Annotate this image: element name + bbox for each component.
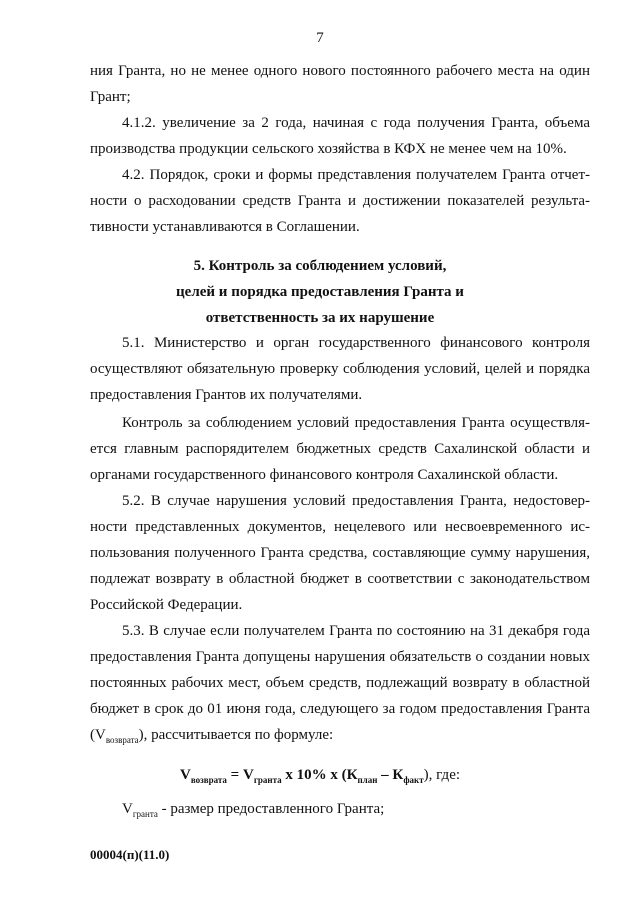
subscript: возврата [105,735,139,745]
section-heading-line: целей и порядка предоставления Гранта и [176,284,464,300]
paragraph-line: ности представленных документов, нецелевого или несвоевременного ис- [90,519,590,535]
document-footer-code: 00004(п)(11.0) [90,847,170,862]
paragraph-line: ется главным распорядителем бюджетных средств Сахалинской области и [90,441,590,457]
paragraph-line: постоянных рабочих мест, объем средств, подлежащий возврату в областной [90,675,590,691]
paragraph-line: осуществляют обязательную проверку соблюдения условий, целей и порядка [90,361,590,377]
section-heading-line: ответственность за их нарушение [205,310,435,326]
paragraph-line: 4.2. Порядок, сроки и формы представления получателем Гранта отчет- [122,167,590,183]
paragraph-line: предоставления Гранта допущены нарушения обязательств о создании новых [90,649,590,665]
paragraph-line: ния Гранта, но не менее одного нового постоянного рабочего места на один [90,63,590,79]
formula [0,762,640,793]
section-heading-line: 5. Контроль за соблюдением условий, [193,258,447,274]
paragraph-line: 5.2. В случае нарушения условий предоставления Гранта, недостовер- [122,493,590,509]
paragraph-line: подлежат возврату в областной бюджет в соответствии с законодательством [90,571,590,587]
paragraph-line: 5.1. Министерство и орган государственного финансового контроля [122,335,590,351]
paragraph-line: бюджет в срок до 01 июня года, следующего за годом предоставления Гранта [90,701,590,717]
paragraph-line: тивности устанавливаются в Соглашении. [90,219,360,235]
paragraph-line [90,722,590,753]
definition-line: $V_{гранта}$ - размер предоставленного Гранта; [122,801,385,819]
paragraph-line: ности о расходовании средств Гранта и достижении показателей результа- [90,193,590,209]
paragraph-line: Контроль за соблюдением условий предоставления Гранта осуществля- [122,415,590,431]
paragraph-line: Российской Федерации. [90,597,243,613]
paragraph-line: пользования полученного Гранта средства, составляющие сумму нарушения, [90,545,590,561]
formula-tail: ), где: [423,767,461,783]
paragraph-line: производства продукции сельского хозяйства в КФХ не менее чем на 10%. [90,141,567,157]
text-fragment: ), рассчитывается по формуле: [138,727,334,743]
formula-v-return: $V_{возврата} = V_{гранта}$ x 10% x ($К_{план} - К_{факт}$ [179,767,424,785]
paragraph-line: органами государственного финансового контроля Сахалинской области. [90,467,559,483]
paragraph-line: 5.3. В случае если получателем Гранта по состоянию на 31 декабря года [122,623,590,639]
paragraph-line: Грант; [90,89,131,105]
page-number: 7 [316,30,324,46]
paragraph-line: 4.1.2. увеличение за 2 года, начиная с года получения Гранта, объема [122,115,590,131]
paragraph-line: предоставления Грантов их получателями. [90,387,363,403]
text-fragment: (V [90,727,106,743]
